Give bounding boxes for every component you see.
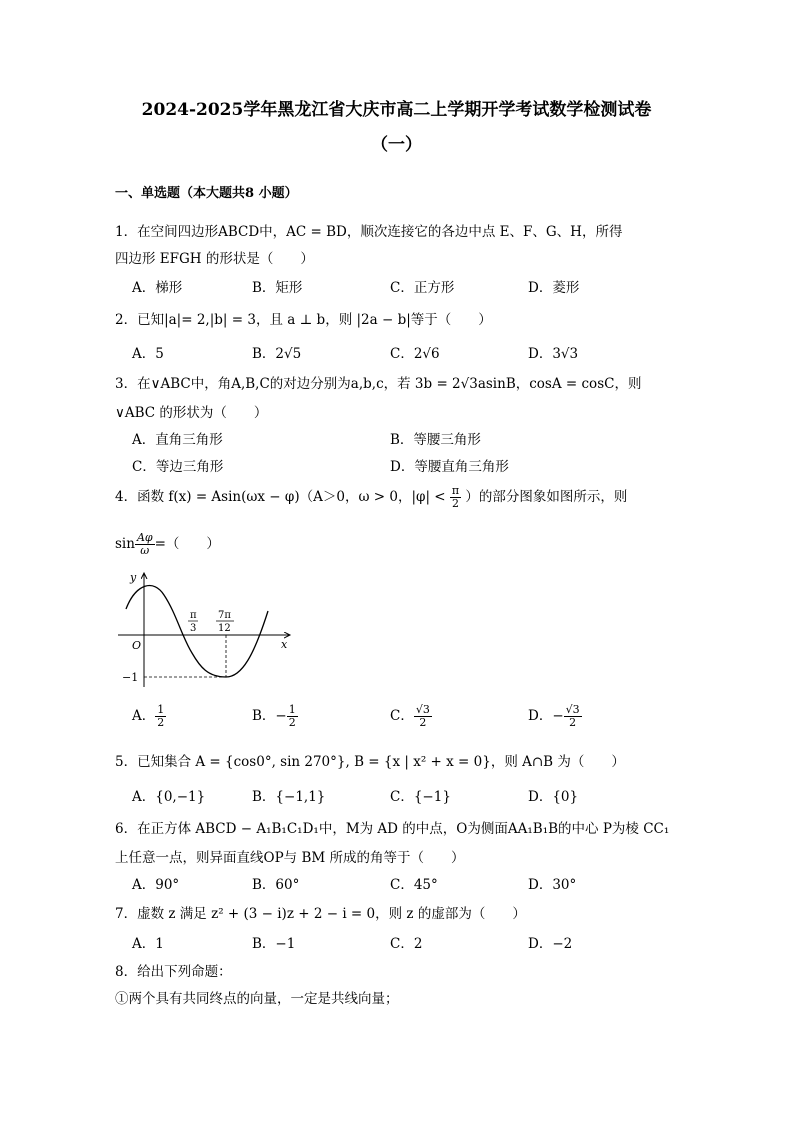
sine-curve bbox=[126, 586, 268, 677]
q4-stem-part1: 4．函数 f(x) = Asin(ωx − φ)（A＞0，ω > 0，|φ| < bbox=[115, 489, 446, 505]
tick2-den: 12 bbox=[218, 623, 231, 634]
q7-option-a: A．1 bbox=[132, 936, 164, 952]
q4-option-c bbox=[390, 704, 432, 729]
q4-stem-line2 bbox=[115, 532, 220, 557]
q2-option-a: A．5 bbox=[132, 346, 164, 362]
q7-option-c: C．2 bbox=[390, 936, 423, 952]
q4-option-c-fraction bbox=[414, 704, 432, 729]
origin-label: O bbox=[132, 639, 142, 652]
q4-option-d-fraction bbox=[564, 704, 582, 729]
q4-option-a-den: 2 bbox=[157, 716, 165, 729]
q4-option-c-letter: C． bbox=[390, 708, 414, 724]
q6-option-b: B．60° bbox=[252, 877, 300, 893]
q4-sin-den: ω bbox=[140, 544, 150, 557]
q5-option-a: A．{0,−1} bbox=[132, 789, 206, 805]
q6-stem-line2: 上任意一点，则异面直线OP与 BM 所成的角等于（ ） bbox=[115, 850, 465, 866]
tick1-den: 3 bbox=[190, 623, 197, 634]
q1-option-a: A．梯形 bbox=[132, 280, 183, 296]
q4-sin-fraction bbox=[135, 532, 155, 557]
q5-option-c: C．{−1} bbox=[390, 789, 451, 805]
q3-stem-line1: 3．在∨ABC中，角A,B,C的对边分别为a,b,c，若 3b = 2√3asinB，cosA = cosC，则 bbox=[115, 376, 642, 392]
q4-stem-part2: ）的部分图象如图所示，则 bbox=[465, 489, 628, 505]
q4-option-a-letter: A． bbox=[132, 708, 156, 724]
q2-option-c: C．2√6 bbox=[390, 346, 440, 362]
tick1-num: π bbox=[190, 610, 197, 621]
doc-title-line1: 2024-2025学年黑龙江省大庆市高二上学期开学考试数学检测试卷 bbox=[141, 100, 652, 120]
q4-option-d-den: 2 bbox=[569, 716, 577, 729]
q1-option-c: C．正方形 bbox=[390, 280, 455, 296]
q2-option-d: D．3√3 bbox=[528, 346, 579, 362]
q8-stem: 8．给出下列命题： bbox=[115, 964, 232, 980]
q7-option-d: D．−2 bbox=[528, 936, 573, 952]
y-tick-minus1: −1 bbox=[122, 671, 139, 684]
q4-frac-den: 2 bbox=[452, 497, 459, 510]
q4-stem-line1 bbox=[115, 485, 627, 510]
q5-option-d: D．{0} bbox=[528, 789, 579, 805]
q4-option-a-num: 1 bbox=[157, 703, 165, 716]
tick2-num: 7π bbox=[218, 610, 231, 621]
q6-stem-line1: 6．在正方体 ABCD − A₁B₁C₁D₁中，M为 AD 的中点，O为侧面AA₁B₁B的中心 P为棱 CC₁ bbox=[115, 821, 670, 837]
q4-sin-label: sin bbox=[115, 536, 135, 552]
q7-stem: 7．虚数 z 满足 z² + (3 − i)z + 2 − i = 0，则 z 的虚部为（ ） bbox=[115, 906, 526, 922]
q4-option-d bbox=[528, 704, 582, 729]
q3-stem-line2: ∨ABC 的形状为（ ） bbox=[115, 405, 268, 421]
q4-option-d-sign: − bbox=[552, 708, 564, 724]
q4-option-b-den: 2 bbox=[288, 716, 296, 729]
q7-option-b: B．−1 bbox=[252, 936, 296, 952]
q4-option-a bbox=[132, 704, 166, 729]
q4-option-c-num: √3 bbox=[415, 703, 430, 716]
q6-option-a: A．90° bbox=[132, 877, 180, 893]
q4-option-b-num: 1 bbox=[288, 703, 296, 716]
q5-option-b: B．{−1,1} bbox=[252, 789, 326, 805]
q4-option-d-num: √3 bbox=[565, 703, 580, 716]
q4-frac-num: π bbox=[451, 484, 460, 497]
q1-option-d: D．菱形 bbox=[528, 280, 580, 296]
q3-option-c: C．等边三角形 bbox=[132, 459, 224, 475]
q2-option-b: B．2√5 bbox=[252, 346, 302, 362]
q4-option-b-letter: B． bbox=[252, 708, 276, 724]
q4-option-b bbox=[252, 704, 298, 729]
doc-title-line2: （一） bbox=[371, 135, 422, 155]
q4-option-a-fraction bbox=[155, 704, 166, 729]
q3-option-d: D．等腰直角三角形 bbox=[390, 459, 509, 475]
q3-option-b: B．等腰三角形 bbox=[390, 432, 481, 448]
x-axis-label: x bbox=[281, 638, 288, 651]
q4-option-d-letter: D． bbox=[528, 708, 553, 724]
q4-option-b-fraction bbox=[287, 704, 298, 729]
q1-option-b: B．矩形 bbox=[252, 280, 303, 296]
q3-option-a: A．直角三角形 bbox=[132, 432, 223, 448]
q1-stem-line2: 四边形 EFGH 的形状是（ ） bbox=[115, 251, 314, 267]
q4-stem-equals: =（ ） bbox=[154, 536, 220, 552]
q4-function-graph bbox=[108, 565, 308, 695]
q1-stem-line1: 1．在空间四边形ABCD中，AC = BD，顺次连接它的各边中点 E、F、G、H，所得 bbox=[115, 224, 623, 240]
q2-stem: 2．已知|a|= 2,|b| = 3，且 a ⊥ b，则 |2a − b|等于（ ） bbox=[115, 312, 492, 328]
y-axis-label: y bbox=[130, 571, 137, 584]
q4-option-b-sign: − bbox=[275, 708, 287, 724]
q5-stem: 5．已知集合 A = {cos0°, sin 270°}, B = {x | x² + x = 0}，则 A∩B 为（ ） bbox=[115, 754, 625, 770]
q4-option-c-den: 2 bbox=[419, 716, 427, 729]
q6-option-c: C．45° bbox=[390, 877, 438, 893]
q4-sin-num: Aφ bbox=[136, 531, 153, 544]
section-heading: 一、单选题（本大题共8 小题） bbox=[115, 186, 298, 201]
q6-option-d: D．30° bbox=[528, 877, 577, 893]
q4-pi-over-2-fraction bbox=[450, 485, 461, 510]
q8-proposition-1: ①两个具有共同终点的向量，一定是共线向量； bbox=[115, 991, 399, 1007]
